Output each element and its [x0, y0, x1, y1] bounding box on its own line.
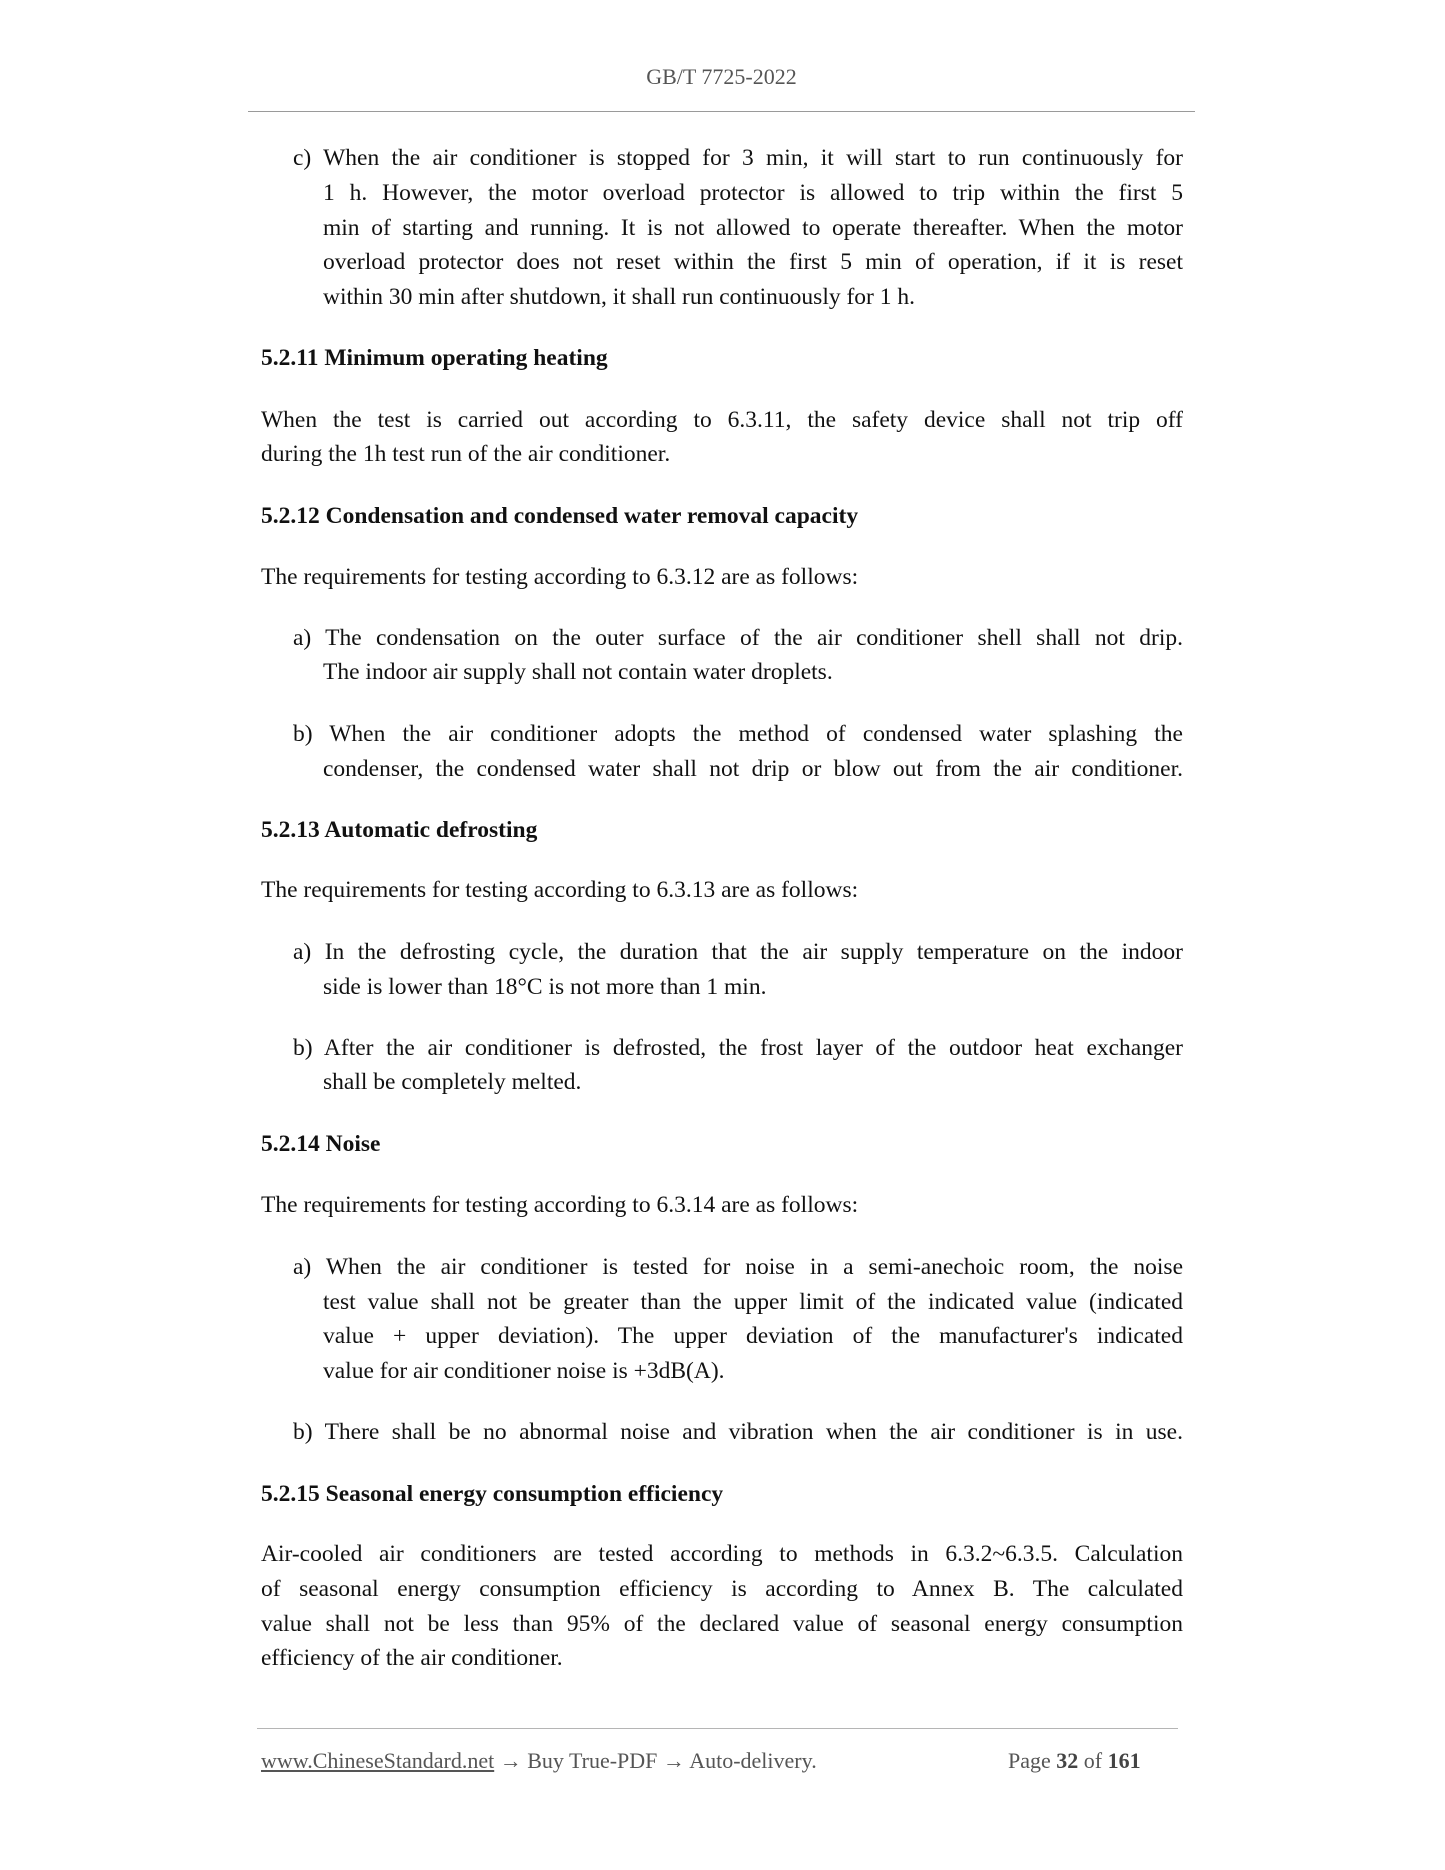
section-heading: 5.2.13 Automatic defrosting: [261, 817, 538, 843]
header-divider: [248, 111, 1195, 112]
chinesestandard-link[interactable]: www.ChineseStandard.net: [261, 1748, 495, 1773]
footer-promo: [261, 1748, 817, 1774]
text-line: value shall not be less than 95% of the declared value of seasonal energy consumption: [261, 1611, 1183, 1637]
text-line: The indoor air supply shall not contain water droplets.: [323, 659, 833, 685]
of-label: of: [1083, 1748, 1103, 1773]
text-line: within 30 min after shutdown, it shall run continuously for 1 h.: [323, 284, 916, 310]
text-line: overload protector does not reset within the first 5 min of operation, if it is reset: [323, 249, 1183, 275]
text-line: of seasonal energy consumption efficiency is according to Annex B. The calculated: [261, 1576, 1183, 1602]
section-intro: The requirements for testing according to 6.3.12 are as follows:: [261, 564, 859, 590]
text-line: shall be completely melted.: [323, 1069, 582, 1095]
arrow-right-icon: →: [662, 1748, 685, 1773]
section-heading: 5.2.15 Seasonal energy consumption efficiency: [261, 1481, 724, 1507]
text-line: during the 1h test run of the air conditioner.: [261, 441, 671, 467]
page-indicator: [1008, 1748, 1141, 1774]
auto-delivery-text: Auto-delivery.: [689, 1748, 817, 1773]
text-line: When the test is carried out according to 6.3.11, the safety device shall not trip off: [261, 407, 1183, 433]
document-code-header: GB/T 7725-2022: [646, 64, 797, 89]
list-item-a: a) When the air conditioner is tested for noise in a semi-anechoic room, the noise: [293, 1254, 1183, 1280]
text-line: value for air conditioner noise is +3dB(A).: [323, 1358, 725, 1384]
arrow-right-icon: →: [499, 1748, 522, 1773]
text-line: efficiency of the air conditioner.: [261, 1645, 563, 1671]
text-line: test value shall not be greater than the upper limit of the indicated value (indicated: [323, 1289, 1183, 1315]
text-line: c) When the air conditioner is stopped for 3 min, it will start to run continuously for: [293, 145, 1183, 171]
page-label: Page: [1008, 1748, 1051, 1773]
buy-true-pdf-text: Buy True-PDF: [527, 1748, 658, 1773]
section-intro: The requirements for testing according to 6.3.13 are as follows:: [261, 877, 859, 903]
text-line: Air-cooled air conditioners are tested according to methods in 6.3.2~6.3.5. Calculation: [261, 1541, 1183, 1567]
list-item-b: b) When the air conditioner adopts the method of condensed water splashing the: [293, 721, 1183, 747]
section-heading: 5.2.11 Minimum operating heating: [261, 345, 608, 371]
text-line: min of starting and running. It is not allowed to operate thereafter. When the motor: [323, 215, 1183, 241]
footer-divider: [257, 1728, 1178, 1729]
text-line: value + upper deviation). The upper deviation of the manufacturer's indicated: [323, 1323, 1183, 1349]
section-intro: The requirements for testing according to 6.3.14 are as follows:: [261, 1192, 859, 1218]
text-line: 1 h. However, the motor overload protector is allowed to trip within the first 5: [323, 180, 1183, 206]
current-page-number: 32: [1056, 1748, 1079, 1773]
section-heading: 5.2.12 Condensation and condensed water removal capacity: [261, 503, 859, 529]
text-line: side is lower than 18°C is not more than 1 min.: [323, 974, 767, 1000]
text-line: condenser, the condensed water shall not drip or blow out from the air conditioner.: [323, 756, 1183, 782]
section-heading: 5.2.14 Noise: [261, 1131, 381, 1157]
list-item-a: a) The condensation on the outer surface of the air conditioner shell shall not drip.: [293, 625, 1183, 651]
list-item-a: a) In the defrosting cycle, the duration that the air supply temperature on the indoor: [293, 939, 1183, 965]
list-item-b: b) There shall be no abnormal noise and vibration when the air conditioner is in use.: [293, 1419, 1183, 1445]
total-pages: 161: [1107, 1748, 1141, 1773]
list-item-b: b) After the air conditioner is defrosted, the frost layer of the outdoor heat exchanger: [293, 1035, 1183, 1061]
